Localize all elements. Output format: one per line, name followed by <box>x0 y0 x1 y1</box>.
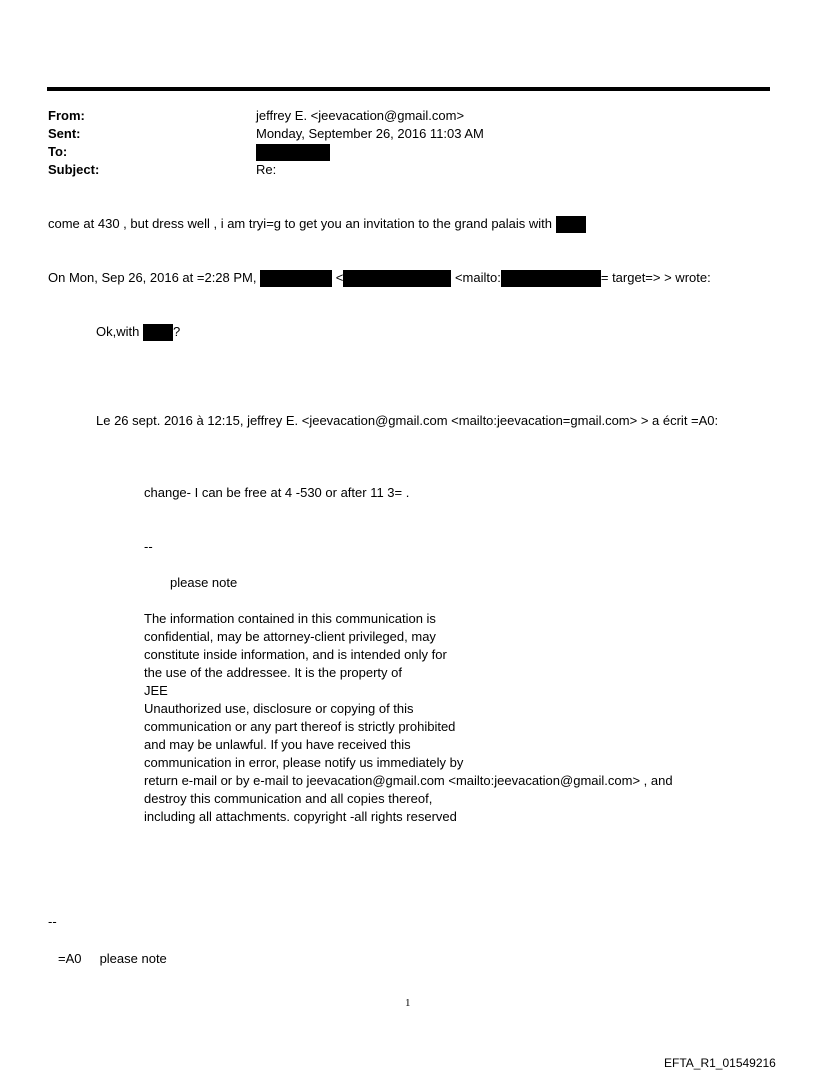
page-number: 1 <box>405 997 411 1009</box>
quote-intro <box>48 270 711 287</box>
subject-label: Subject: <box>48 162 100 177</box>
quote-intro-lt: < <box>335 270 344 285</box>
bottom-note-line <box>58 951 167 966</box>
from-label: From: <box>48 108 85 123</box>
redaction <box>501 270 601 287</box>
disclaimer-line: The information contained in this communication is <box>144 611 436 626</box>
disclaimer-line: communication in error, please notify us immediately by <box>144 755 464 770</box>
disclaimer-line: return e-mail or by e-mail to jeevacation@gmail.com <mailto:jeevacation@gmail.com> , and <box>144 773 673 788</box>
reply-text: Ok,with <box>96 324 140 339</box>
disclaimer-line: the use of the addressee. It is the property of <box>144 665 402 680</box>
sent-value: Monday, September 26, 2016 11:03 AM <box>256 126 484 141</box>
le-line: Le 26 sept. 2016 à 12:15, jeffrey E. <jeevacation@gmail.com <mailto:jeevacation=gmail.com> > a écrit =A0: <box>96 413 719 428</box>
bottom-note: please note <box>99 951 167 966</box>
redaction <box>556 216 586 233</box>
disclaimer-line: confidential, may be attorney-client privileged, may <box>144 629 436 644</box>
disclaimer-line: and may be unlawful. If you have received this <box>144 737 411 752</box>
quote-intro-mailto: <mailto: <box>454 270 501 285</box>
disclaimer-line: JEE <box>144 683 168 698</box>
disclaimer-line: communication or any part thereof is strictly prohibited <box>144 719 456 734</box>
reply-line <box>96 324 180 341</box>
redaction <box>260 270 332 287</box>
subject-value: Re: <box>256 162 277 177</box>
please-note: please note <box>170 575 238 590</box>
body-line-1-text: come at 430 , but dress well , i am tryi=g to get you an invitation to the grand palais with <box>48 216 553 231</box>
to-redaction <box>256 144 330 161</box>
reply-question: ? <box>172 324 181 339</box>
redaction <box>143 324 173 341</box>
bottom-separator: -- <box>48 914 57 929</box>
disclaimer-line: including all attachments. copyright -all rights reserved <box>144 809 457 824</box>
body-line-1 <box>48 216 586 233</box>
quote-intro-text: On Mon, Sep 26, 2016 at =2:28 PM, <box>48 270 257 285</box>
change-line: change- I can be free at 4 -530 or after 11 3= . <box>144 485 410 500</box>
redaction <box>343 270 451 287</box>
disclaimer-block <box>144 610 673 826</box>
disclaimer-line: constitute inside information, and is intended only for <box>144 647 447 662</box>
to-label: To: <box>48 144 68 159</box>
quote-intro-target: = target=> > wrote: <box>600 270 711 285</box>
sent-label: Sent: <box>48 126 81 141</box>
bottom-note-prefix: =A0 <box>58 951 82 966</box>
disclaimer-line: destroy this communication and all copies thereof, <box>144 791 433 806</box>
disclaimer-line: Unauthorized use, disclosure or copying of this <box>144 701 414 716</box>
document-id: EFTA_R1_01549216 <box>664 1056 776 1070</box>
from-value: jeffrey E. <jeevacation@gmail.com> <box>256 108 465 123</box>
signature-separator: -- <box>144 539 153 554</box>
header-rule <box>47 87 770 91</box>
